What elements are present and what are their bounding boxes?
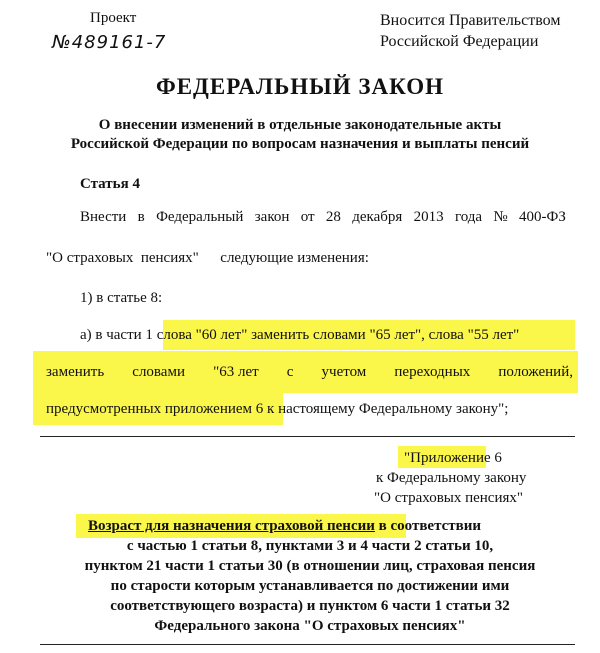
intro-word: года: [454, 209, 483, 225]
item-1: 1) в статье 8:: [80, 290, 163, 306]
subitem-a-highlighted-text: слова "60 лет" заменить словами "65 лет", слова "55 лет": [156, 327, 520, 343]
intro-word: закон: [254, 209, 290, 225]
word: заменить: [46, 364, 105, 380]
intro-word: Внести: [80, 209, 127, 225]
appendix-line-2: к Федеральному закону: [376, 470, 527, 486]
intro-word: в: [137, 209, 145, 225]
intro-word: 2013: [413, 209, 444, 225]
word: "63 лет: [213, 364, 259, 380]
table-heading-line-1: [88, 518, 481, 535]
subitem-a-prefix: а) в части 1: [80, 327, 153, 343]
appendix-title: "Приложение 6: [404, 450, 502, 466]
appendix-line-3: "О страховых пенсиях": [374, 490, 524, 506]
table-heading-rest: в соответствии: [374, 518, 482, 534]
word: положений,: [498, 364, 573, 380]
table-heading-highlighted: Возраст для назначения страховой пенсии: [88, 518, 375, 534]
subitem-a-line-1: [80, 327, 519, 344]
table-top-rule: [40, 644, 575, 645]
subitem-a-rest: к настоящему Федеральному закону";: [263, 401, 509, 417]
table-heading-line-4: по старости которым устанавливается по достижении ими: [110, 578, 510, 594]
word: переходных: [394, 364, 471, 380]
intro-word: декабря: [352, 209, 403, 225]
intro-word: №: [493, 209, 508, 225]
word: словами: [132, 364, 185, 380]
article-intro-line-2: [46, 250, 369, 267]
table-heading-line-3: пунктом 21 части 1 статьи 30 (в отношении лиц, страховая пенсия: [84, 558, 536, 574]
law-name: "О страховых пенсиях": [46, 250, 199, 266]
subitem-a-highlighted-end: предусмотренных приложением 6: [46, 401, 264, 417]
document-subtitle-line-1: О внесении изменений в отдельные законодательные акты: [98, 117, 502, 133]
changes-text: следующие изменения:: [220, 250, 369, 266]
submitter-line-2: Российской Федерации: [380, 33, 539, 50]
table-heading-line-5: соответствующего возраста) и пунктом 6 части 1 статьи 32: [110, 598, 510, 614]
subitem-a-line-2: [46, 364, 573, 381]
separator-rule: [40, 436, 575, 437]
word: учетом: [321, 364, 367, 380]
submitter-line-1: Вносится Правительством: [380, 12, 561, 29]
intro-word: Федеральный: [156, 209, 244, 225]
document-title: ФЕДЕРАЛЬНЫЙ ЗАКОН: [155, 74, 445, 99]
word: с: [286, 364, 294, 380]
document-subtitle-line-2: Российской Федерации по вопросам назначения и выплаты пенсий: [70, 136, 530, 152]
project-label: Проект: [90, 10, 137, 26]
intro-word: от: [300, 209, 315, 225]
table-heading-line-2: с частью 1 статьи 8, пунктами 3 и 4 части 2 статьи 10,: [126, 538, 494, 554]
handwritten-bill-number: №489161-7: [52, 32, 167, 53]
intro-word: 400-ФЗ: [519, 209, 566, 225]
article-intro-line-1: [80, 209, 566, 226]
intro-word: 28: [325, 209, 341, 225]
table-heading-line-6: Федерального закона "О страховых пенсиях": [154, 618, 466, 634]
article-heading: Статья 4: [80, 176, 140, 192]
subitem-a-line-3: [46, 401, 508, 418]
